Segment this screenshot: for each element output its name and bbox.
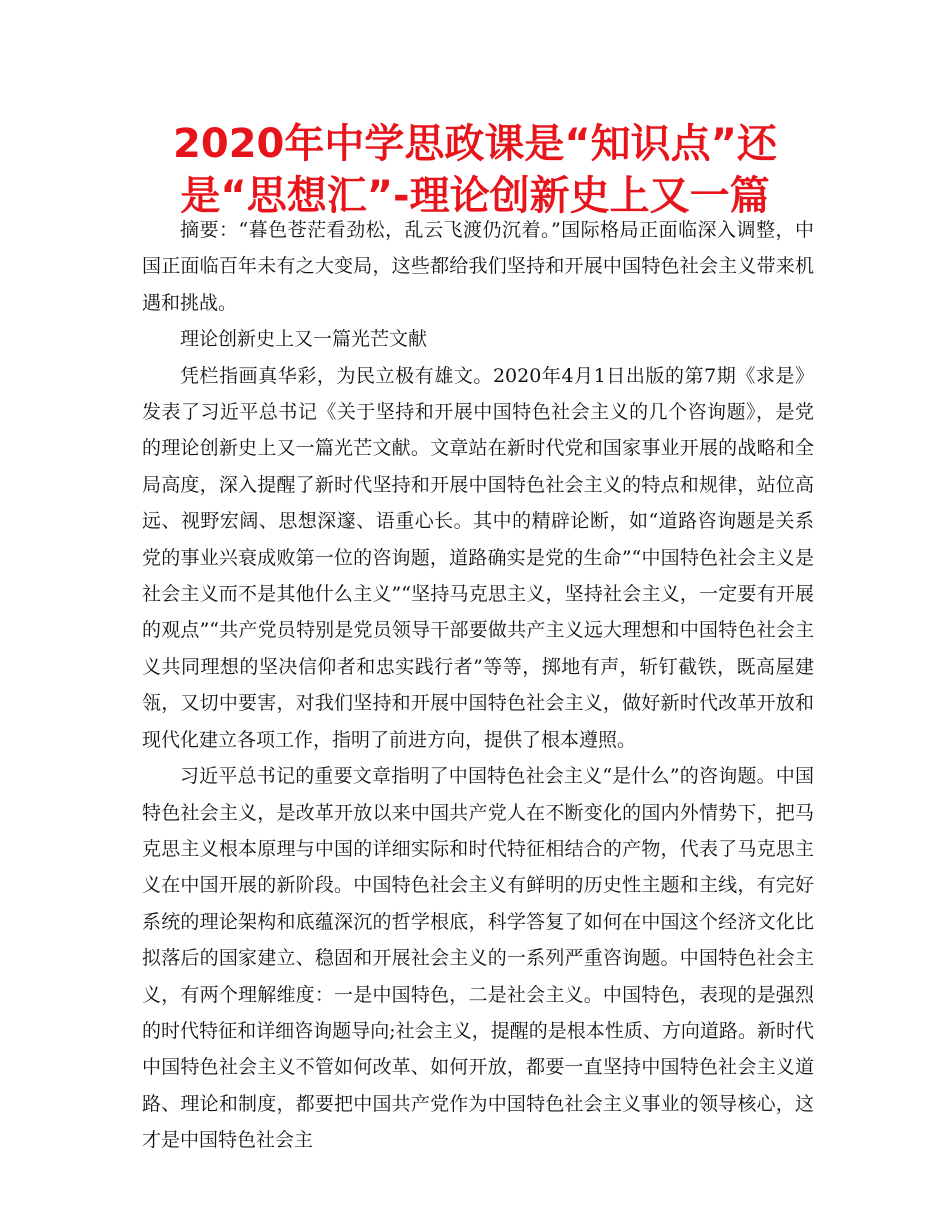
abstract-paragraph: 摘要：“暮色苍茫看劲松，乱云飞渡仍沉着。”国际格局正面临深入调整，中国正面临百年未有之大变局，这些都给我们坚持和开展中国特色社会主义带来机遇和挑战。 <box>142 219 814 314</box>
document-body <box>142 212 814 1159</box>
body-paragraph: 凭栏指画真华彩，为民立极有雄文。2020年4月1日出版的第7期《求是》发表了习近平总书记《关于坚持和开展中国特色社会主义的几个咨询题》，是党的理论创新史上又一篇光芒文献。文章站在新时代党和国家事业开展的战略和全局高度，深入提醒了新时代坚持和开展中国特色社会主义的特点和规律，站位高远、视野宏阔、思想深邃、语重心长。其中的精辟论断，如“道路咨询题是关系党的事业兴衰成败第一位的咨询题，道路确实是党的生命”“中国特色社会主义是社会主义而不是其他什么主义”“坚持马克思主义，坚持社会主义，一定要有开展的观点”“共产党员特别是党员领导干部要做共产主义远大理想和中国特色社会主义共同理想的坚决信仰者和忠实践行者”等等，掷地有声，斩钉截铁，既高屋建瓴，又切中要害，对我们坚持和开展中国特色社会主义，做好新时代改革开放和现代化建立各项工作，指明了前进方向，提供了根本遵照。 <box>142 364 814 751</box>
section-heading: 理论创新史上又一篇光芒文献 <box>180 328 428 351</box>
body-paragraph: 习近平总书记的重要文章指明了中国特色社会主义“是什么”的咨询题。中国特色社会主义，是改革开放以来中国共产党人在不断变化的国内外情势下，把马克思主义根本原理与中国的详细实际和时代特征相结合的产物，代表了马克思主义在中国开展的新阶段。中国特色社会主义有鲜明的历史性主题和主线，有完好系统的理论架构和底蕴深沉的哲学根底，科学答复了如何在中国这个经济文化比拟落后的国家建立、稳固和开展社会主义的一系列严重咨询题。中国特色社会主义，有两个理解维度：一是中国特色，二是社会主义。中国特色，表现的是强烈的时代特征和详细咨询题导向;社会主义，提醒的是根本性质、方向道路。新时代中国特色社会主义不管如何改革、如何开放，都要一直坚持中国特色社会主义道路、理论和制度，都要把中国共产党作为中国特色社会主义事业的领导核心，这才是中国特色社会主 <box>142 765 814 1152</box>
document-title: 2020年中学思政课是“知识点”还是“思想汇”-理论创新史上又一篇 <box>173 121 777 219</box>
